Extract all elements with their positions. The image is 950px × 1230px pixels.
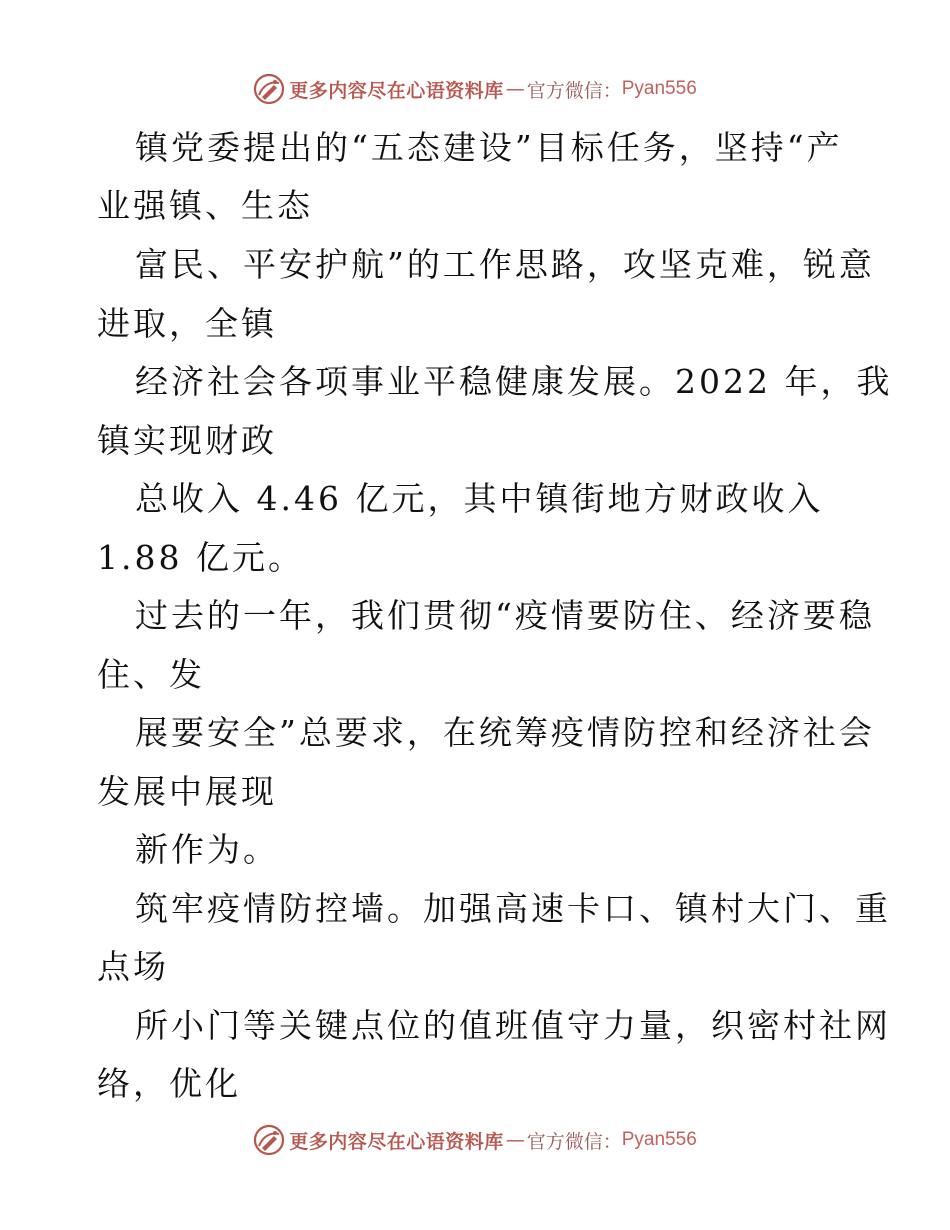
text-line: 镇党委提出的“五态建设”目标任务，坚持“产	[135, 128, 843, 167]
watermark-label: 官方微信：	[526, 1130, 622, 1153]
watermark-site-name: 更多内容尽在心语资料库	[289, 79, 504, 102]
text-line: 所小门等关键点位的值班值守力量，织密村社网	[135, 1006, 891, 1045]
text-line: 过去的一年，我们贯彻“疫情要防住、经济要稳	[135, 596, 875, 635]
text-line: 1.88 亿元。	[97, 538, 304, 577]
text-line: 业强镇、生态	[97, 186, 313, 225]
watermark-separator: —	[505, 78, 525, 100]
watermark-separator: —	[505, 1129, 525, 1151]
text-line: 总收入 4.46 亿元，其中镇街地方财政收入	[135, 479, 824, 518]
watermark-account: Pyan556	[621, 78, 697, 99]
text-line: 进取，全镇	[97, 304, 277, 343]
text-line: 络，优化	[97, 1064, 241, 1103]
text-line: 展要安全”总要求，在统筹疫情防控和经济社会	[135, 713, 875, 752]
text-line: 经济社会各项事业平稳健康发展。2022 年，我	[135, 362, 893, 401]
text-line: 镇实现财政	[97, 421, 277, 460]
text-line: 发展中展现	[97, 772, 277, 811]
text-line: 新作为。	[135, 830, 279, 869]
text-line: 点场	[97, 947, 169, 986]
watermark-account: Pyan556	[621, 1129, 697, 1150]
text-line: 筑牢疫情防控墙。加强高速卡口、镇村大门、重	[135, 889, 891, 928]
footer-watermark	[0, 1122, 950, 1158]
text-line: 富民、平安护航”的工作思路，攻坚克难，锐意	[135, 245, 875, 284]
watermark-logo-icon	[253, 1124, 285, 1156]
text-line: 住、发	[97, 655, 205, 694]
watermark-site-name: 更多内容尽在心语资料库	[289, 1130, 504, 1153]
watermark-label: 官方微信：	[526, 79, 622, 102]
